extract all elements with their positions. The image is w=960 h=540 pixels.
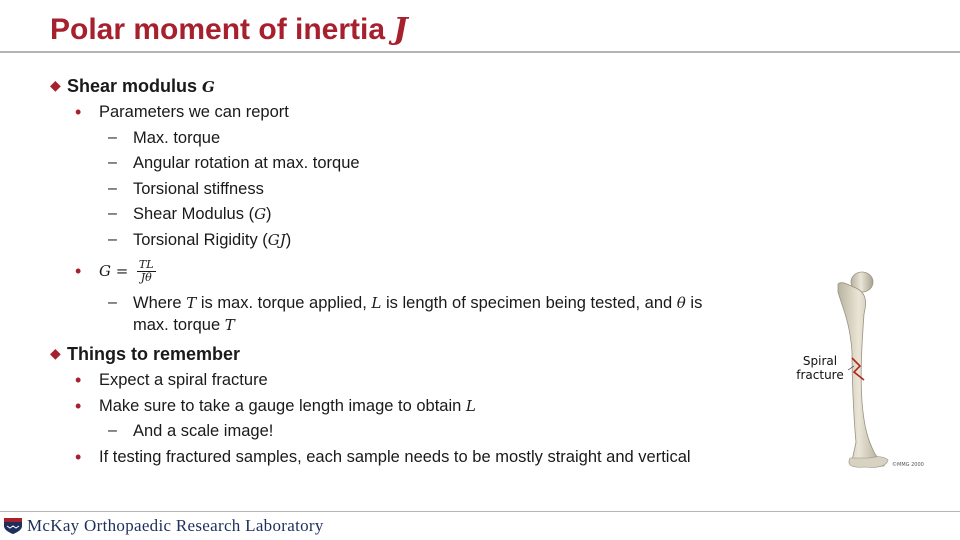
dash-bullet-icon: – xyxy=(108,422,117,439)
where-text: is length of specimen being tested, and xyxy=(385,294,673,312)
label-line: Spiral xyxy=(802,354,838,368)
where-text: is max. torque applied, xyxy=(200,294,367,312)
formula-fraction xyxy=(137,259,156,284)
param-shear-modulus xyxy=(133,204,272,224)
dash-bullet-icon: – xyxy=(108,205,117,222)
shear-modulus-formula xyxy=(99,256,156,286)
footer-divider xyxy=(0,511,960,512)
formula-lhs: G = xyxy=(99,262,129,280)
label-line: fracture xyxy=(796,368,844,382)
dot-bullet-icon: • xyxy=(75,370,82,390)
where-variable: T xyxy=(186,294,197,312)
param-text: Torsional Rigidity ( xyxy=(133,231,268,249)
param-variable: G xyxy=(254,205,267,223)
dot-bullet-icon: • xyxy=(75,261,82,281)
param-text: Shear Modulus ( xyxy=(133,205,255,223)
remember-fractured-samples: If testing fractured samples, each sample needs to be mostly straight and vertical xyxy=(99,448,691,466)
param-max-torque: Max. torque xyxy=(133,129,221,147)
formula-explanation-line2 xyxy=(133,315,235,335)
formula-explanation-line1 xyxy=(133,293,702,313)
dot-bullet-icon: • xyxy=(75,396,82,416)
bullet-parameters: Parameters we can report xyxy=(99,103,289,121)
where-text: is xyxy=(690,294,703,312)
param-text-end: ) xyxy=(266,205,272,223)
where-variable: T xyxy=(224,316,235,334)
diamond-bullet-icon: ◆ xyxy=(50,77,61,93)
remember-text: Make sure to take a gauge length image to obtain xyxy=(99,397,462,415)
dash-bullet-icon: – xyxy=(108,154,117,171)
bullet-text: Shear modulus xyxy=(67,76,198,96)
slide-title-variable: J xyxy=(393,12,408,47)
param-text-end: ) xyxy=(285,231,292,249)
dash-bullet-icon: – xyxy=(108,180,117,197)
dash-bullet-icon: – xyxy=(108,129,117,146)
remember-variable: L xyxy=(465,397,476,415)
remember-scale-image: And a scale image! xyxy=(133,422,274,440)
bullet-variable: G xyxy=(202,78,215,96)
param-torsional-stiffness: Torsional stiffness xyxy=(133,180,264,198)
where-text: max. torque xyxy=(133,316,221,334)
diamond-bullet-icon: ◆ xyxy=(50,345,61,361)
femur-illustration xyxy=(780,262,940,472)
remember-gauge-length xyxy=(99,396,476,416)
where-variable: θ xyxy=(676,294,686,312)
dash-bullet-icon: – xyxy=(108,294,117,311)
param-angular-rotation: Angular rotation at max. torque xyxy=(133,154,360,172)
penn-shield-icon xyxy=(3,517,23,535)
dash-bullet-icon: – xyxy=(108,231,117,248)
remember-spiral-fracture: Expect a spiral fracture xyxy=(99,371,268,389)
formula-denominator: Jθ xyxy=(140,271,152,285)
where-variable: L xyxy=(371,294,382,312)
dot-bullet-icon: • xyxy=(75,447,82,467)
spiral-fracture-label xyxy=(780,354,860,382)
bullet-shear-modulus xyxy=(67,76,215,97)
where-text: Where xyxy=(133,294,182,312)
param-torsional-rigidity xyxy=(133,230,291,250)
figure-copyright: ©MMG 2000 xyxy=(892,462,924,468)
formula-numerator: TL xyxy=(138,258,154,272)
bullet-things-to-remember: Things to remember xyxy=(67,344,241,364)
param-variable: GJ xyxy=(267,231,286,249)
footer-lab-name: McKay Orthopaedic Research Laboratory xyxy=(27,516,324,535)
dot-bullet-icon: • xyxy=(75,102,82,122)
slide-title-text: Polar moment of inertia xyxy=(50,13,386,46)
